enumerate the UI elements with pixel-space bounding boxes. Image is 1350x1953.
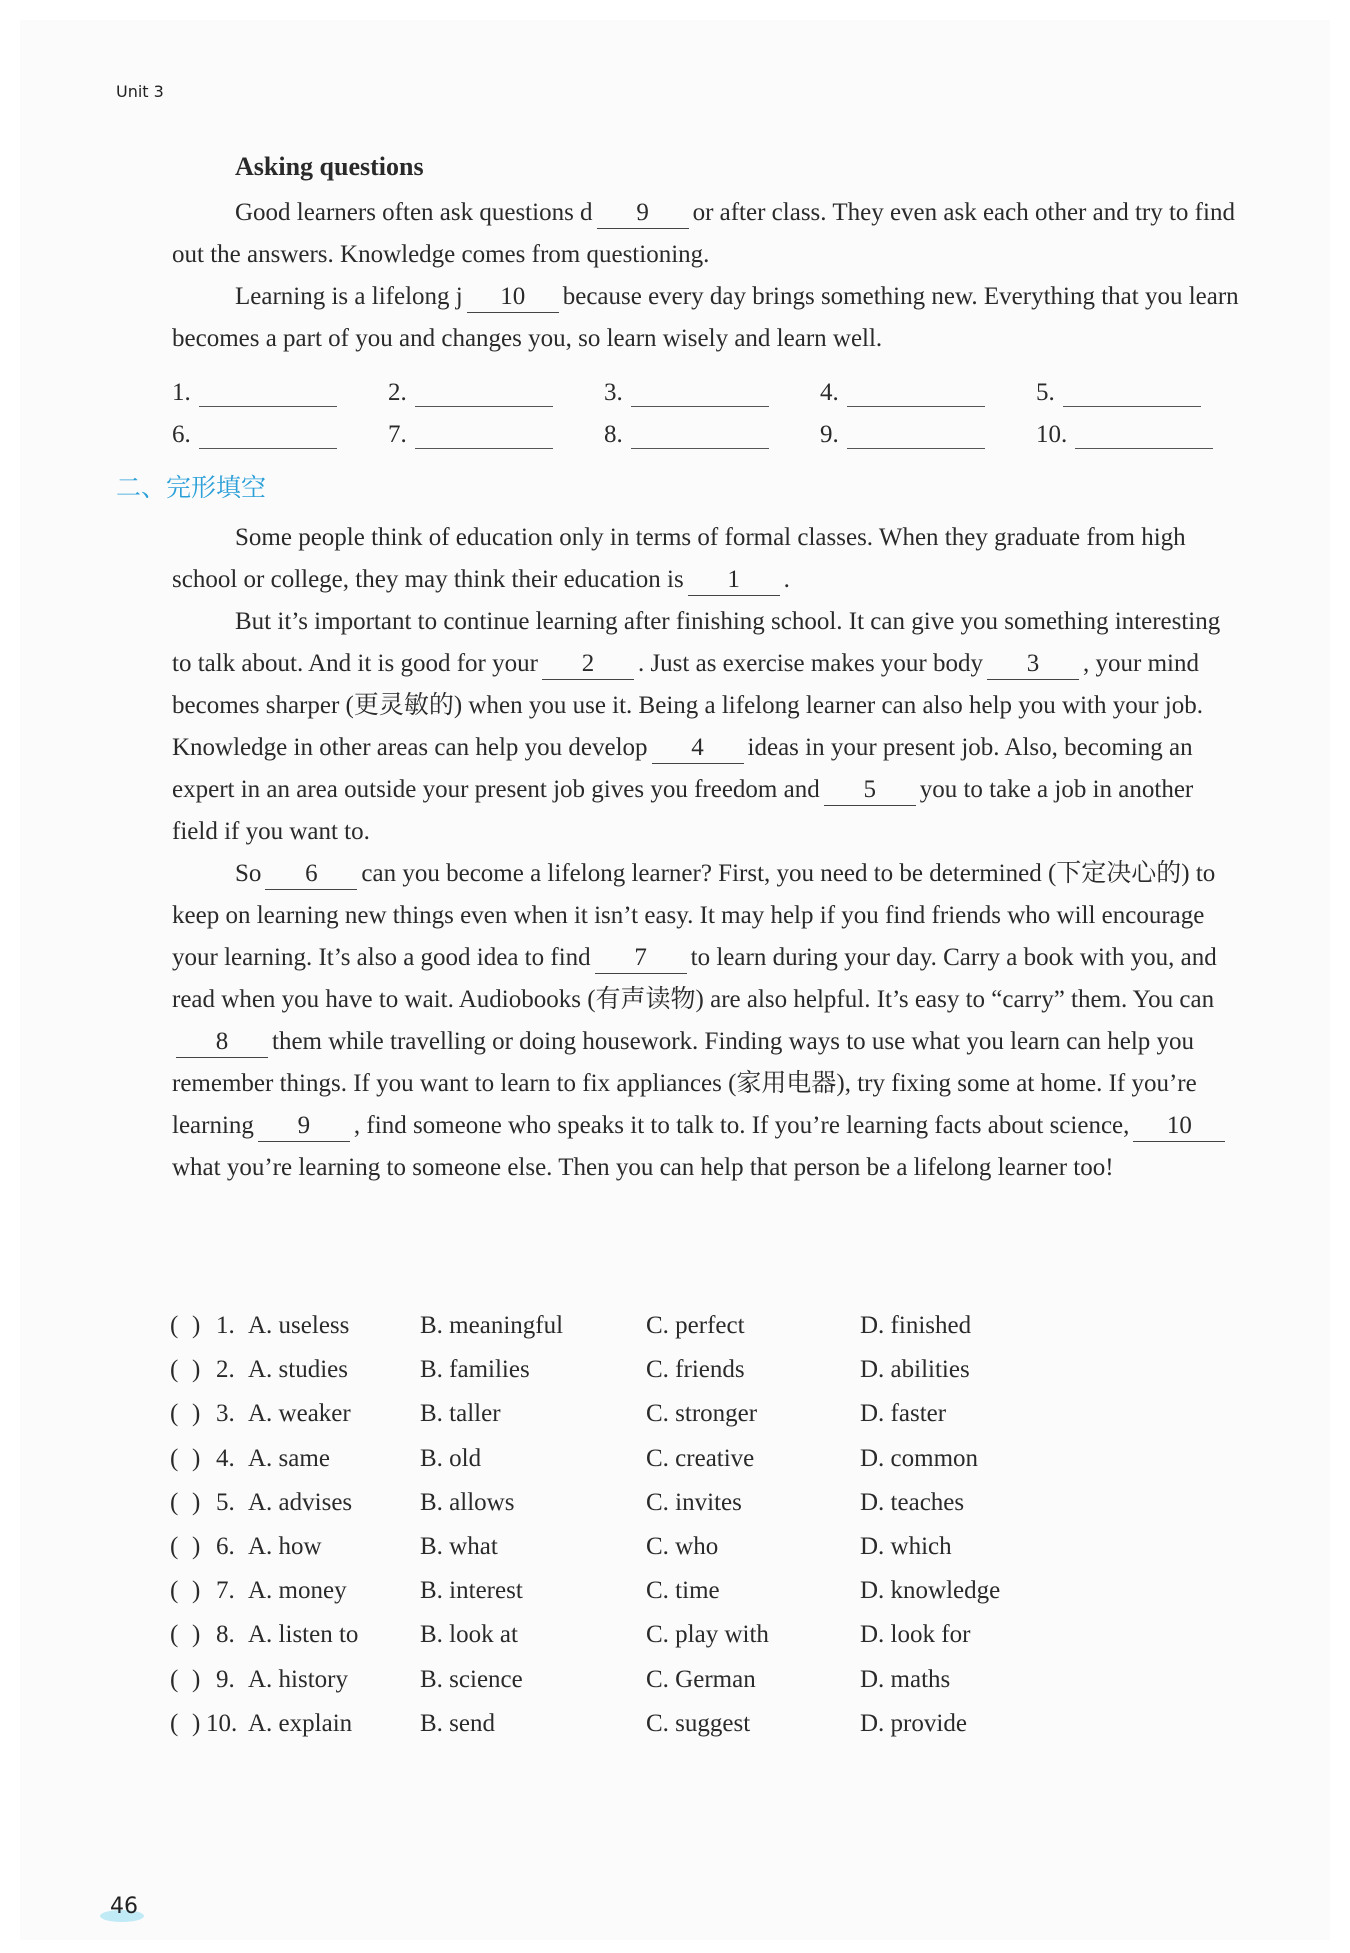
paragraph-text: what you’re learning to someone else. Then you can help that person be a lifelong learner too!	[172, 1154, 1114, 1181]
answer-number: 6.	[172, 421, 191, 448]
option-c: C. who	[646, 1532, 719, 1560]
numbered-blank: 6	[265, 859, 357, 890]
paragraph-text: or after class. They even ask each other and try to find out the answers. Knowledge comes from questioning.	[172, 199, 1235, 268]
answer-paren: )	[192, 1356, 201, 1384]
answer-paren: )	[192, 1400, 201, 1428]
option-a: A. listen to	[248, 1621, 359, 1649]
question-number: 4.	[216, 1444, 235, 1472]
answer-item	[820, 407, 1036, 449]
option-c: C. play with	[646, 1621, 769, 1649]
section-title-cloze: 二、完形填空	[116, 473, 267, 502]
answer-paren[interactable]: (	[170, 1488, 179, 1516]
option-d: D. finished	[860, 1312, 972, 1339]
paragraph-text: ideas in your present job. Also, becoming an expert in an area outside your present job gives you freedom and	[172, 734, 1193, 803]
numbered-blank: 3	[987, 649, 1079, 680]
answer-item	[1036, 407, 1252, 449]
answer-row	[172, 407, 1252, 449]
answer-input[interactable]	[415, 422, 553, 449]
paragraph-text: you to take a job in another field if you want to.	[172, 776, 1194, 845]
option-b: B. allows	[420, 1488, 515, 1516]
option-row	[170, 1533, 1270, 1577]
answer-input[interactable]	[199, 422, 337, 449]
option-c: C. invites	[646, 1488, 742, 1516]
paragraph	[172, 517, 1242, 601]
paragraph-text: So	[235, 860, 262, 887]
option-d: D. knowledge	[860, 1577, 1001, 1605]
answer-paren: )	[192, 1621, 201, 1649]
answer-row	[172, 365, 1252, 407]
answer-item	[604, 365, 820, 407]
paragraph-text: But it’s important to continue learning after finishing school. It can give you something interesting to talk about. And it is good for your	[172, 608, 1221, 677]
option-d: D. teaches	[860, 1488, 965, 1516]
option-c: C. creative	[646, 1444, 755, 1472]
option-c: C. perfect	[646, 1312, 745, 1339]
option-a: A. explain	[248, 1709, 353, 1737]
answer-number: 2.	[388, 379, 407, 406]
numbered-blank: 1	[688, 565, 780, 596]
option-d: D. faster	[860, 1400, 947, 1428]
option-a: A. how	[248, 1532, 322, 1560]
option-a: A. weaker	[248, 1400, 351, 1428]
option-row	[170, 1577, 1270, 1621]
answer-paren[interactable]: (	[170, 1532, 179, 1560]
option-b: B. science	[420, 1665, 523, 1693]
option-row	[170, 1356, 1270, 1400]
option-a: A. money	[248, 1577, 347, 1605]
answer-number: 5.	[1036, 379, 1055, 406]
answer-number: 3.	[604, 379, 623, 406]
answer-input[interactable]	[1063, 380, 1201, 407]
paragraph-text: .	[783, 566, 790, 593]
option-b: B. meaningful	[420, 1312, 564, 1339]
answer-number: 4.	[820, 379, 839, 406]
option-c: C. suggest	[646, 1709, 751, 1737]
paragraph-text: , find someone who speaks it to talk to. If you’re learning facts about science,	[353, 1112, 1130, 1139]
question-number: 6.	[216, 1532, 235, 1560]
answer-paren[interactable]: (	[170, 1444, 179, 1472]
option-b: B. taller	[420, 1400, 501, 1428]
answer-paren: )	[192, 1577, 201, 1605]
paragraph-text: can you become a lifelong learner? First, you need to be determined (下定决心的) to keep on learning new things even when it isn’t easy. It may help if you find friends who will encourage your learning. It’s also a good idea to find	[172, 860, 1216, 971]
option-b: B. interest	[420, 1577, 523, 1605]
answer-paren[interactable]: (	[170, 1665, 179, 1693]
answer-number: 10.	[1036, 421, 1068, 448]
answer-input[interactable]	[847, 380, 985, 407]
numbered-blank: 9	[597, 198, 689, 229]
option-c: C. German	[646, 1665, 756, 1693]
paragraph-text: , your mind becomes sharper (更灵敏的) when you use it. Being a lifelong learner can also help you with your job. Knowledge in other areas can help you develop	[172, 650, 1203, 761]
question-number: 7.	[216, 1577, 235, 1605]
option-a: A. useless	[248, 1312, 350, 1339]
answer-paren: )	[192, 1665, 201, 1693]
option-c: C. friends	[646, 1356, 745, 1384]
numbered-blank: 8	[176, 1027, 268, 1058]
answer-paren: )	[192, 1444, 201, 1472]
option-b: B. old	[420, 1444, 482, 1472]
paragraph	[172, 853, 1242, 1189]
numbered-blank: 2	[542, 649, 634, 680]
option-row	[170, 1489, 1270, 1533]
answer-item	[820, 365, 1036, 407]
option-b: B. what	[420, 1532, 498, 1560]
question-number: 3.	[216, 1400, 235, 1428]
option-row	[170, 1666, 1270, 1710]
numbered-blank: 10	[467, 282, 559, 313]
answer-paren[interactable]: (	[170, 1312, 179, 1339]
numbered-blank: 5	[824, 775, 916, 806]
question-number: 5.	[216, 1488, 235, 1516]
answer-item	[604, 407, 820, 449]
option-d: D. common	[860, 1444, 979, 1472]
answer-input[interactable]	[631, 422, 769, 449]
paragraph-text: to learn during your day. Carry a book with you, and read when you have to wait. Audiobooks (有声读物) are also helpful. It’s easy to “carry” them. You can	[172, 944, 1217, 1013]
numbered-blank: 7	[595, 943, 687, 974]
option-b: B. families	[420, 1356, 530, 1384]
option-a: A. studies	[248, 1356, 348, 1384]
answer-item	[172, 407, 388, 449]
option-d: D. which	[860, 1532, 952, 1560]
answer-item	[172, 365, 388, 407]
paragraph	[172, 192, 1242, 276]
paragraph	[172, 276, 1242, 360]
paragraph-text: . Just as exercise makes your body	[637, 650, 984, 677]
numbered-blank: 10	[1133, 1111, 1225, 1142]
paragraph	[172, 601, 1242, 853]
answer-paren[interactable]: (	[170, 1577, 179, 1605]
answer-input[interactable]	[1075, 422, 1213, 449]
cloze-options	[170, 1312, 1270, 1754]
workbook-page	[20, 20, 1330, 1940]
answer-number: 9.	[820, 421, 839, 448]
question-number: 8.	[216, 1621, 235, 1649]
cloze-passage	[172, 517, 1242, 1189]
answer-input[interactable]	[631, 380, 769, 407]
option-row	[170, 1400, 1270, 1444]
answer-blanks	[172, 365, 1252, 449]
option-d: D. provide	[860, 1709, 967, 1737]
question-number: 10.	[206, 1709, 238, 1737]
answer-paren[interactable]: (	[170, 1709, 179, 1737]
numbered-blank: 9	[258, 1111, 350, 1142]
option-d: D. abilities	[860, 1356, 970, 1384]
option-a: A. advises	[248, 1488, 353, 1516]
page-number: 46	[110, 1894, 138, 1919]
passage-asking-questions	[172, 192, 1242, 360]
paragraph-text: because every day brings something new. Everything that you learn becomes a part of you and changes you, so learn wisely and learn well.	[172, 283, 1239, 352]
question-number: 1.	[216, 1312, 235, 1339]
answer-number: 7.	[388, 421, 407, 448]
answer-item	[388, 407, 604, 449]
answer-item	[1036, 365, 1252, 407]
answer-paren[interactable]: (	[170, 1400, 179, 1428]
option-row	[170, 1445, 1270, 1489]
paragraph-text: Some people think of education only in terms of formal classes. When they graduate from high school or college, they may think their education is	[172, 524, 1186, 593]
passage-title: Asking questions	[235, 152, 424, 181]
option-a: A. history	[248, 1665, 348, 1693]
option-row	[170, 1312, 1270, 1356]
paragraph-text: them while travelling or doing housework. Finding ways to use what you learn can help you remember things. If you want to learn to fix appliances (家用电器), try fixing some at home. If you’re learning	[172, 1028, 1197, 1139]
numbered-blank: 4	[652, 733, 744, 764]
answer-input[interactable]	[199, 380, 337, 407]
option-c: C. stronger	[646, 1400, 758, 1428]
paragraph-text: Learning is a lifelong j	[235, 283, 463, 310]
option-b: B. look at	[420, 1621, 518, 1649]
option-a: A. same	[248, 1444, 330, 1472]
option-d: D. maths	[860, 1665, 951, 1693]
question-number: 2.	[216, 1356, 235, 1384]
unit-label: Unit 3	[116, 82, 164, 101]
option-b: B. send	[420, 1709, 495, 1737]
question-number: 9.	[216, 1665, 235, 1693]
answer-paren: )	[192, 1488, 201, 1516]
answer-number: 8.	[604, 421, 623, 448]
option-d: D. look for	[860, 1621, 971, 1649]
option-c: C. time	[646, 1577, 720, 1605]
answer-number: 1.	[172, 379, 191, 406]
answer-paren[interactable]: (	[170, 1621, 179, 1649]
paragraph-text: Good learners often ask questions d	[235, 199, 593, 226]
option-row	[170, 1621, 1270, 1665]
answer-paren: )	[192, 1709, 201, 1737]
answer-input[interactable]	[415, 380, 553, 407]
option-row	[170, 1710, 1270, 1754]
answer-paren: )	[192, 1532, 201, 1560]
answer-input[interactable]	[847, 422, 985, 449]
answer-item	[388, 365, 604, 407]
answer-paren: )	[192, 1312, 201, 1339]
answer-paren[interactable]: (	[170, 1356, 179, 1384]
